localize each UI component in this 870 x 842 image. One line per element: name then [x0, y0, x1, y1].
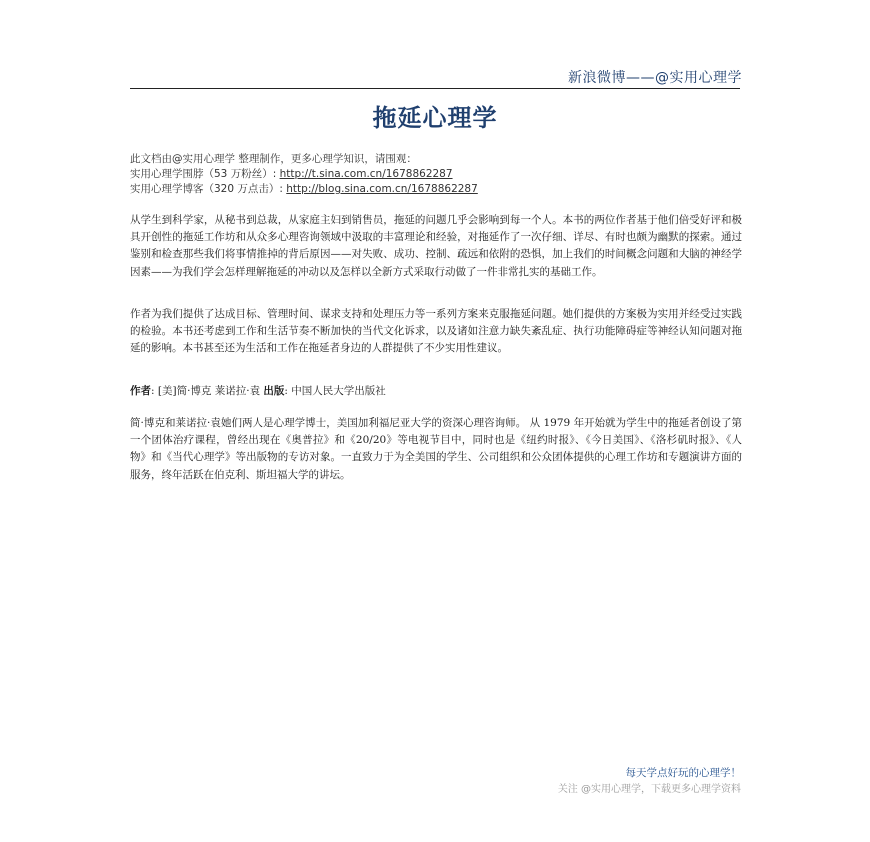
author-bio-paragraph: 简·博克和莱诺拉·袁她们两人是心理学博士，美国加利福尼亚大学的资深心理咨询师。 从 1979 年开始就为学生中的拖延者创设了第一个团体治疗课程，曾经出现在《奥普拉》和《20/20》等电视节目中，同时也是《纽约时报》、《今日美国》、《洛杉矶时报》、《人物》和《当代心理学》等出版物的专访对象。一直致力于为全美国的学生、公司组织和公众团体提供的心理工作坊和专题演讲方面的服务，终年活跃在伯克利、斯坦福大学的讲坛。	[130, 417, 742, 481]
weibo-label: 实用心理学围脖（53 万粉丝）:	[130, 168, 280, 180]
weibo-link[interactable]: http://t.sina.com.cn/1678862287	[279, 168, 453, 180]
intro-paragraph: 从学生到科学家，从秘书到总裁，从家庭主妇到销售员，拖延的问题几乎会影响到每一个人。本书的两位作者基于他们倍受好评和极具开创性的拖延工作坊和从众多心理咨询领域中汲取的丰富理论和经验，对拖延作了一次仔细、详尽、有时也颇为幽默的探索。通过鉴别和检查那些我们将事情推掉的背后原因——对失败、成功、控制、疏远和依附的恐惧，加上我们的时间概念问题和大脑的神经学因素——为我们学会怎样理解拖延的冲动以及怎样以全新方式采取行动做了一件非常扎实的基础工作。	[130, 214, 742, 278]
content-paragraph: 作者为我们提供了达成目标、管理时间、谋求支持和处理压力等一系列方案来克服拖延问题。她们提供的方案极为实用并经受过实践的检验。本书还考虑到工作和生活节奏不断加快的当代文化诉求，以及诸如注意力缺失紊乱症、执行功能障碍症等神经认知问题对拖延的影响。本书甚至还为生活和工作在拖延者身边的人群提供了不少实用性建议。	[130, 308, 742, 355]
page-title: 拖延心理学	[372, 104, 498, 132]
author-label: 作者	[130, 385, 151, 397]
header-divider	[130, 88, 740, 89]
author-value: : [美]简·博克 莱诺拉·袁	[151, 385, 264, 397]
weibo-line	[130, 167, 740, 182]
blog-line	[130, 182, 740, 197]
blog-label: 实用心理学博客（320 万点击）:	[130, 183, 287, 195]
publisher-label: 出版	[263, 385, 285, 397]
header-brand: 新浪微博——@实用心理学	[568, 70, 742, 86]
source-line: 此文档由@实用心理学 整理制作，更多心理学知识，请围观：	[130, 153, 417, 165]
footer-note: 关注 @实用心理学，下载更多心理学资料	[557, 784, 741, 795]
publisher-value: : 中国人民大学出版社	[284, 385, 386, 397]
source-info	[130, 152, 740, 197]
blog-link[interactable]: http://blog.sina.com.cn/1678862287	[286, 183, 478, 195]
author-line	[130, 383, 742, 398]
footer-slogan: 每天学点好玩的心理学！	[625, 767, 741, 779]
